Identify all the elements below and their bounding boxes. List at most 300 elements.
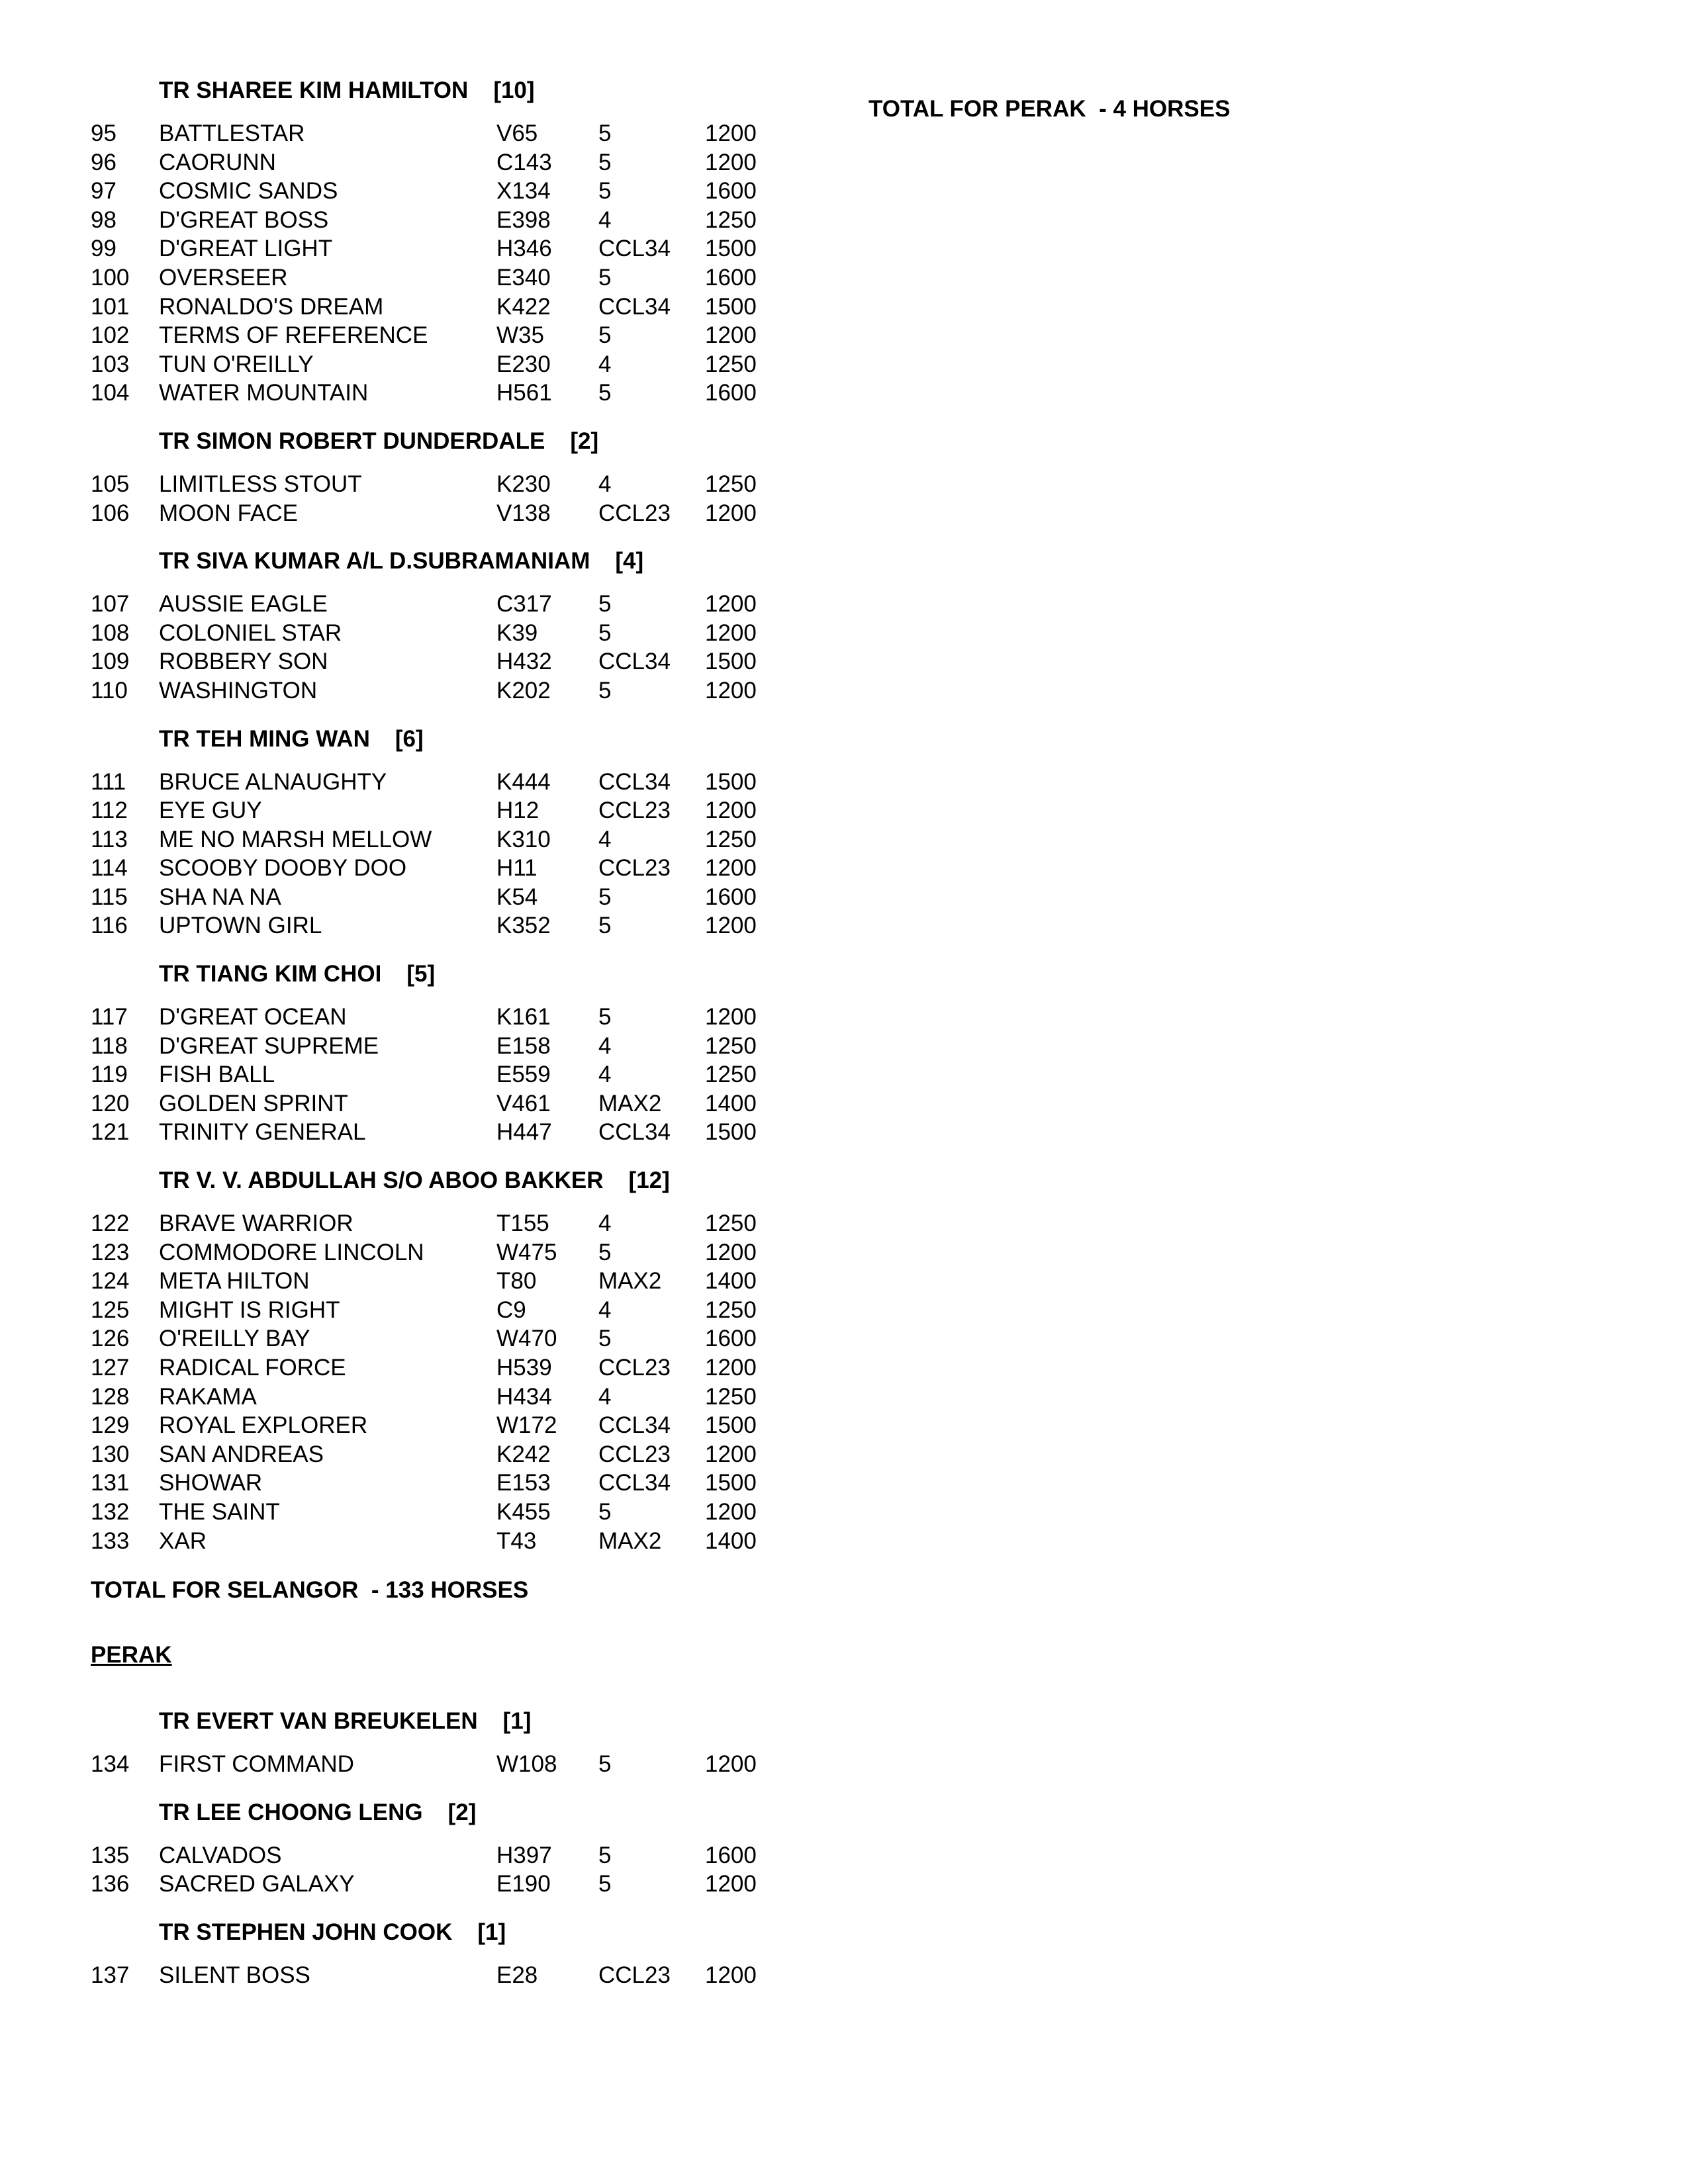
horse-name: META HILTON <box>159 1268 310 1295</box>
horse-name: ROYAL EXPLORER <box>159 1412 368 1439</box>
horse-row <box>91 619 859 648</box>
horse-code: C143 <box>496 149 552 175</box>
horse-row <box>91 1267 859 1296</box>
horse-name: D'GREAT OCEAN <box>159 1004 347 1030</box>
horse-name: THE SAINT <box>159 1498 280 1525</box>
horse-number: 116 <box>91 913 128 939</box>
horse-row <box>91 499 859 528</box>
horse-number: 110 <box>91 677 128 704</box>
trainer-heading <box>159 1164 859 1197</box>
race-class: CCL34 <box>598 1119 671 1146</box>
race-distance: 1250 <box>705 826 757 852</box>
horse-row <box>91 1238 859 1267</box>
spacer <box>91 1607 859 1639</box>
horse-count: [2] <box>447 1799 477 1825</box>
group-gap <box>91 408 859 425</box>
race-class: 5 <box>598 884 612 910</box>
trainer-group <box>91 1916 859 1990</box>
horse-row <box>91 1469 859 1498</box>
race-class: 5 <box>598 1751 612 1778</box>
trainer-heading <box>159 958 859 991</box>
race-class: 4 <box>598 206 612 233</box>
race-class: 5 <box>598 1498 612 1525</box>
race-distance: 1500 <box>705 1470 757 1496</box>
group-gap <box>91 705 859 723</box>
horse-number: 112 <box>91 797 128 824</box>
race-distance: 1600 <box>705 1842 757 1868</box>
race-class: 4 <box>598 826 612 852</box>
race-class: MAX2 <box>598 1268 662 1295</box>
horse-count: [1] <box>477 1919 506 1945</box>
horse-row <box>91 1324 859 1353</box>
perak-trainer-groups <box>91 1705 859 1989</box>
horse-row <box>91 1060 859 1089</box>
horse-row <box>91 263 859 293</box>
horse-number: 99 <box>91 236 117 262</box>
race-class: 5 <box>598 120 612 146</box>
horse-number: 96 <box>91 149 117 175</box>
horse-name: COMMODORE LINCOLN <box>159 1239 424 1265</box>
horse-code: W35 <box>496 322 544 349</box>
horse-number: 128 <box>91 1383 130 1410</box>
horse-name: SACRED GALAXY <box>159 1871 355 1897</box>
race-distance: 1600 <box>705 1326 757 1352</box>
horse-number: 126 <box>91 1326 130 1352</box>
race-distance: 1500 <box>705 293 757 320</box>
horse-code: K310 <box>496 826 551 852</box>
horse-name: AUSSIE EAGLE <box>159 591 328 617</box>
horse-name: CAORUNN <box>159 149 276 175</box>
race-class: 4 <box>598 1297 612 1323</box>
race-class: CCL34 <box>598 1412 671 1439</box>
race-class: 5 <box>598 1871 612 1897</box>
horse-row <box>91 854 859 883</box>
horse-name: TERMS OF REFERENCE <box>159 322 428 349</box>
horse-name: FIRST COMMAND <box>159 1751 354 1778</box>
horse-code: K230 <box>496 471 551 497</box>
race-distance: 1250 <box>705 206 757 233</box>
nomination-list <box>91 74 859 1990</box>
race-class: 5 <box>598 619 612 646</box>
horse-name: WATER MOUNTAIN <box>159 380 369 406</box>
horse-code: K352 <box>496 913 551 939</box>
horse-row <box>91 321 859 350</box>
horse-code: K39 <box>496 619 538 646</box>
trainer-heading <box>159 74 859 107</box>
race-class: CCL34 <box>598 649 671 675</box>
horse-row <box>91 1118 859 1147</box>
race-distance: 1400 <box>705 1090 757 1116</box>
horse-name: OVERSEER <box>159 264 288 291</box>
race-distance: 1250 <box>705 1210 757 1237</box>
race-distance: 1200 <box>705 1498 757 1525</box>
horse-row <box>91 883 859 912</box>
horse-number: 105 <box>91 471 130 497</box>
horse-code: H434 <box>496 1383 552 1410</box>
horse-row <box>91 1353 859 1383</box>
horse-number: 115 <box>91 884 128 910</box>
group-gap <box>91 527 859 545</box>
trainer-group <box>91 1705 859 1779</box>
race-class: CCL34 <box>598 1470 671 1496</box>
race-class: 4 <box>598 1210 612 1237</box>
trainer-heading <box>159 1705 859 1738</box>
race-class: CCL23 <box>598 1441 671 1467</box>
race-class: CCL34 <box>598 236 671 262</box>
horse-name: RONALDO'S DREAM <box>159 293 384 320</box>
horse-name: D'GREAT BOSS <box>159 206 329 233</box>
horse-number: 108 <box>91 619 130 646</box>
trainer-group <box>91 545 859 705</box>
race-distance: 1250 <box>705 1032 757 1059</box>
race-distance: 1500 <box>705 649 757 675</box>
race-class: 5 <box>598 677 612 704</box>
horse-row <box>91 470 859 499</box>
horse-row <box>91 206 859 235</box>
race-class: CCL23 <box>598 855 671 882</box>
horse-row <box>91 1003 859 1032</box>
race-class: 5 <box>598 178 612 205</box>
race-distance: 1250 <box>705 471 757 497</box>
horse-count: [2] <box>570 428 599 454</box>
horse-count: [10] <box>493 77 535 103</box>
total-perak: TOTAL FOR PERAK - 4 HORSES <box>868 96 1231 122</box>
horse-name: SHOWAR <box>159 1470 263 1496</box>
horse-row <box>91 1032 859 1061</box>
race-class: 4 <box>598 351 612 377</box>
horse-number: 120 <box>91 1090 130 1116</box>
horse-code: H397 <box>496 1842 552 1868</box>
horse-row <box>91 1841 859 1870</box>
race-class: 4 <box>598 1062 612 1088</box>
race-class: 4 <box>598 471 612 497</box>
horse-row <box>91 1383 859 1412</box>
horse-number: 101 <box>91 293 130 320</box>
race-class: MAX2 <box>598 1527 662 1554</box>
horse-row <box>91 177 859 206</box>
horse-row <box>91 1870 859 1899</box>
horse-code: V461 <box>496 1090 551 1116</box>
horse-code: W470 <box>496 1326 557 1352</box>
horse-name: COSMIC SANDS <box>159 178 338 205</box>
horse-row <box>91 1296 859 1325</box>
region-heading-perak: PERAK <box>91 1642 172 1668</box>
horse-code: E398 <box>496 206 551 233</box>
race-class: 5 <box>598 380 612 406</box>
horse-count: [4] <box>615 548 644 574</box>
horse-code: E230 <box>496 351 551 377</box>
horse-number: 124 <box>91 1268 130 1295</box>
trainer-heading <box>159 1796 859 1829</box>
horse-code: H346 <box>496 236 552 262</box>
horse-number: 132 <box>91 1498 130 1525</box>
race-distance: 1400 <box>705 1268 757 1295</box>
race-distance: 1200 <box>705 149 757 175</box>
horse-name: O'REILLY BAY <box>159 1326 310 1352</box>
trainer-name: TR EVERT VAN BREUKELEN <box>159 1708 478 1735</box>
horse-code: E153 <box>496 1470 551 1496</box>
race-distance: 1200 <box>705 500 757 526</box>
horse-code: E28 <box>496 1962 538 1988</box>
horse-number: 118 <box>91 1032 128 1059</box>
horse-row <box>91 1498 859 1527</box>
horse-row <box>91 676 859 705</box>
group-gap <box>91 1147 859 1164</box>
horse-number: 131 <box>91 1470 130 1496</box>
horse-row <box>91 1209 859 1238</box>
horse-row <box>91 1440 859 1469</box>
trainer-group <box>91 723 859 941</box>
horse-name: BRAVE WARRIOR <box>159 1210 353 1237</box>
horse-name: SAN ANDREAS <box>159 1441 324 1467</box>
horse-name: EYE GUY <box>159 797 262 824</box>
horse-number: 102 <box>91 322 130 349</box>
horse-row <box>91 768 859 797</box>
race-distance: 1500 <box>705 236 757 262</box>
race-distance: 1200 <box>705 1441 757 1467</box>
horse-name: CALVADOS <box>159 1842 282 1868</box>
race-distance: 1200 <box>705 797 757 824</box>
trainer-heading <box>159 1916 859 1949</box>
horse-code: V65 <box>496 120 538 146</box>
horse-number: 133 <box>91 1527 130 1554</box>
race-class: 5 <box>598 322 612 349</box>
horse-row <box>91 379 859 408</box>
horse-row <box>91 911 859 940</box>
horse-name: D'GREAT LIGHT <box>159 236 333 262</box>
race-class: CCL23 <box>598 1355 671 1381</box>
horse-number: 117 <box>91 1004 128 1030</box>
selangor-trainer-groups <box>91 74 859 1555</box>
horse-code: H539 <box>496 1355 552 1381</box>
trainer-group <box>91 1796 859 1899</box>
horse-name: SCOOBY DOOBY DOO <box>159 855 407 882</box>
total-selangor: TOTAL FOR SELANGOR - 133 HORSES <box>91 1577 529 1604</box>
horse-code: K422 <box>496 293 551 320</box>
race-distance: 1200 <box>705 1871 757 1897</box>
horse-count: [5] <box>406 961 436 987</box>
horse-name: COLONIEL STAR <box>159 619 342 646</box>
horse-row <box>91 1089 859 1118</box>
horse-code: K242 <box>496 1441 551 1467</box>
group-gap <box>91 940 859 958</box>
horse-row <box>91 796 859 825</box>
race-distance: 1200 <box>705 677 757 704</box>
race-distance: 1600 <box>705 380 757 406</box>
horse-code: E190 <box>496 1871 551 1897</box>
group-gap <box>91 1779 859 1796</box>
horse-name: FISH BALL <box>159 1062 275 1088</box>
horse-code: K444 <box>496 768 551 795</box>
trainer-name: TR STEPHEN JOHN COOK <box>159 1919 453 1945</box>
horse-name: SILENT BOSS <box>159 1962 310 1988</box>
horse-code: W108 <box>496 1751 557 1778</box>
horse-row <box>91 293 859 322</box>
horse-number: 134 <box>91 1751 130 1778</box>
horse-row <box>91 119 859 148</box>
race-distance: 1200 <box>705 913 757 939</box>
trainer-name: TR V. V. ABDULLAH S/O ABOO BAKKER <box>159 1167 604 1194</box>
horse-code: K455 <box>496 1498 551 1525</box>
race-class: CCL23 <box>598 1962 671 1988</box>
race-distance: 1200 <box>705 1004 757 1030</box>
horse-name: BATTLESTAR <box>159 120 305 146</box>
trainer-group <box>91 74 859 408</box>
horse-row <box>91 148 859 177</box>
horse-row <box>91 590 859 619</box>
horse-number: 113 <box>91 826 128 852</box>
horse-code: E158 <box>496 1032 551 1059</box>
horse-number: 130 <box>91 1441 130 1467</box>
horse-number: 98 <box>91 206 117 233</box>
horse-name: TUN O'REILLY <box>159 351 314 377</box>
horse-name: TRINITY GENERAL <box>159 1119 366 1146</box>
trainer-heading <box>159 425 859 458</box>
horse-code: K202 <box>496 677 551 704</box>
horse-number: 119 <box>91 1062 128 1088</box>
race-distance: 1200 <box>705 1962 757 1988</box>
horse-code: X134 <box>496 178 551 205</box>
race-distance: 1200 <box>705 591 757 617</box>
spacer <box>91 1555 859 1574</box>
horse-number: 122 <box>91 1210 130 1237</box>
horse-code: H11 <box>496 855 538 882</box>
horse-code: T43 <box>496 1527 537 1554</box>
horse-name: RAKAMA <box>159 1383 257 1410</box>
trainer-group <box>91 425 859 527</box>
race-distance: 1500 <box>705 768 757 795</box>
group-gap <box>91 1899 859 1916</box>
horse-code: C317 <box>496 591 552 617</box>
race-distance: 1600 <box>705 178 757 205</box>
horse-number: 100 <box>91 264 130 291</box>
spacer <box>91 1672 859 1705</box>
horse-row <box>91 825 859 854</box>
horse-name: BRUCE ALNAUGHTY <box>159 768 387 795</box>
horse-code: E340 <box>496 264 551 291</box>
horse-name: WASHINGTON <box>159 677 318 704</box>
horse-number: 109 <box>91 649 130 675</box>
horse-number: 121 <box>91 1119 130 1146</box>
race-distance: 1250 <box>705 1383 757 1410</box>
horse-number: 123 <box>91 1239 130 1265</box>
horse-number: 97 <box>91 178 117 205</box>
right-column <box>868 93 1597 126</box>
horse-code: W475 <box>496 1239 557 1265</box>
horse-number: 129 <box>91 1412 130 1439</box>
race-distance: 1250 <box>705 1297 757 1323</box>
horse-row <box>91 1411 859 1440</box>
horse-code: H447 <box>496 1119 552 1146</box>
horse-number: 127 <box>91 1355 130 1381</box>
race-distance: 1250 <box>705 1062 757 1088</box>
horse-name: MOON FACE <box>159 500 299 526</box>
horse-code: K161 <box>496 1004 551 1030</box>
horse-code: W172 <box>496 1412 557 1439</box>
horse-number: 114 <box>91 855 128 882</box>
race-class: 5 <box>598 149 612 175</box>
horse-number: 103 <box>91 351 130 377</box>
horse-number: 95 <box>91 120 117 146</box>
race-distance: 1200 <box>705 855 757 882</box>
trainer-heading <box>159 545 859 578</box>
trainer-name: TR SIVA KUMAR A/L D.SUBRAMANIAM <box>159 548 590 574</box>
race-distance: 1600 <box>705 264 757 291</box>
trainer-name: TR TIANG KIM CHOI <box>159 961 382 987</box>
horse-name: SHA NA NA <box>159 884 281 910</box>
race-distance: 1600 <box>705 884 757 910</box>
horse-row <box>91 647 859 676</box>
horse-code: T155 <box>496 1210 549 1237</box>
horse-name: MIGHT IS RIGHT <box>159 1297 340 1323</box>
race-class: 5 <box>598 1842 612 1868</box>
race-distance: 1200 <box>705 322 757 349</box>
horse-number: 106 <box>91 500 130 526</box>
trainer-name: TR TEH MING WAN <box>159 725 370 752</box>
horse-code: C9 <box>496 1297 526 1323</box>
horse-row <box>91 1527 859 1556</box>
horse-name: XAR <box>159 1527 207 1554</box>
horse-count: [1] <box>502 1708 532 1735</box>
horse-code: H12 <box>496 797 539 824</box>
horse-number: 107 <box>91 591 130 617</box>
race-class: 5 <box>598 1326 612 1352</box>
horse-name: GOLDEN SPRINT <box>159 1090 348 1116</box>
horse-row <box>91 1961 859 1990</box>
trainer-heading <box>159 723 859 756</box>
horse-name: UPTOWN GIRL <box>159 913 322 939</box>
horse-number: 104 <box>91 380 130 406</box>
horse-code: E559 <box>496 1062 551 1088</box>
horse-name: ROBBERY SON <box>159 649 328 675</box>
horse-number: 135 <box>91 1842 130 1868</box>
horse-code: T80 <box>496 1268 537 1295</box>
race-class: 5 <box>598 913 612 939</box>
horse-name: ME NO MARSH MELLOW <box>159 826 432 852</box>
horse-number: 111 <box>91 768 126 795</box>
horse-count: [6] <box>395 725 424 752</box>
race-distance: 1200 <box>705 1239 757 1265</box>
race-class: 5 <box>598 264 612 291</box>
horse-code: V138 <box>496 500 551 526</box>
race-class: MAX2 <box>598 1090 662 1116</box>
race-distance: 1200 <box>705 1751 757 1778</box>
race-distance: 1200 <box>705 1355 757 1381</box>
race-class: 5 <box>598 591 612 617</box>
race-class: 5 <box>598 1004 612 1030</box>
race-class: CCL34 <box>598 293 671 320</box>
horse-row <box>91 234 859 263</box>
horse-number: 137 <box>91 1962 130 1988</box>
horse-number: 125 <box>91 1297 130 1323</box>
horse-count: [12] <box>628 1167 670 1194</box>
race-distance: 1400 <box>705 1527 757 1554</box>
horse-number: 136 <box>91 1871 130 1897</box>
horse-name: LIMITLESS STOUT <box>159 471 362 497</box>
race-class: CCL23 <box>598 797 671 824</box>
trainer-name: TR LEE CHOONG LENG <box>159 1799 423 1825</box>
trainer-name: TR SIMON ROBERT DUNDERDALE <box>159 428 545 454</box>
race-class: 4 <box>598 1032 612 1059</box>
trainer-name: TR SHAREE KIM HAMILTON <box>159 77 469 103</box>
race-class: 4 <box>598 1383 612 1410</box>
horse-name: D'GREAT SUPREME <box>159 1032 379 1059</box>
horse-row <box>91 1750 859 1779</box>
race-distance: 1200 <box>705 619 757 646</box>
race-distance: 1200 <box>705 120 757 146</box>
trainer-group <box>91 958 859 1147</box>
horse-name: RADICAL FORCE <box>159 1355 346 1381</box>
